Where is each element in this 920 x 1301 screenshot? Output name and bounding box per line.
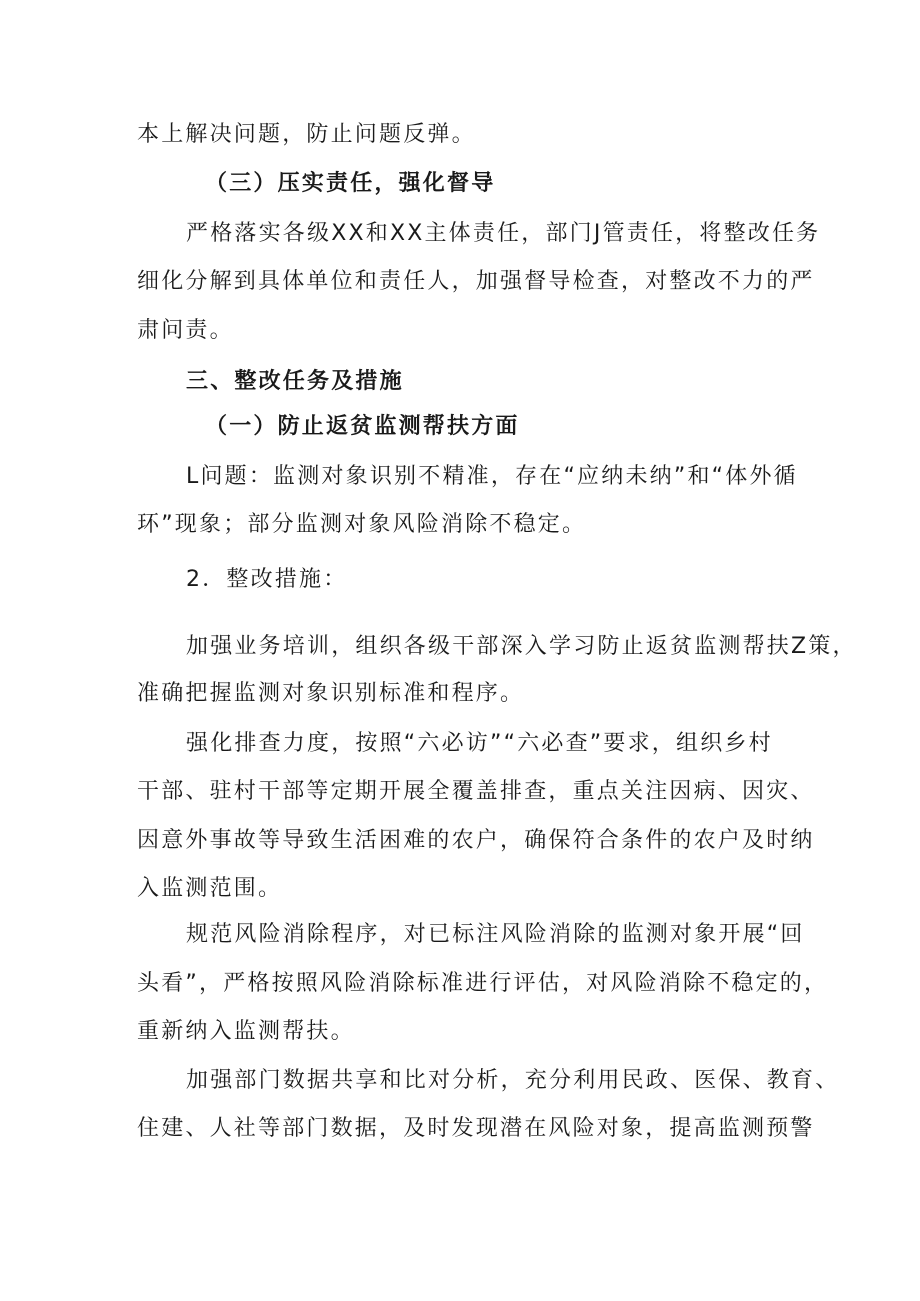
paragraph-line: 准确把握监测对象识别标准和程序。 — [137, 681, 525, 706]
paragraph-line: 入监测范围。 — [137, 876, 283, 901]
chapter-heading: 三、整改任务及措施 — [186, 369, 404, 394]
paragraph-line: 严格落实各级XX和XX主体责任，部门J管责任，将整改任务 — [186, 221, 821, 246]
paragraph-line: 本上解决问题，防止问题反弹。 — [137, 122, 476, 147]
paragraph-line: 住建、人社等部门数据，及时发现潜在风险对象，提高监测预警 — [137, 1116, 815, 1141]
paragraph-line: 加强业务培训，组织各级干部深入学习防止返贫监测帮扶Z策， — [186, 634, 857, 659]
paragraph-line: 环”现象；部分监测对象风险消除不稳定。 — [137, 512, 587, 537]
paragraph-line: 肃问责。 — [137, 318, 234, 343]
list-label: 2．整改措施： — [186, 567, 348, 592]
paragraph-line: 规范风险消除程序，对已标注风险消除的监测对象开展“回 — [186, 922, 805, 947]
section-heading: （一）防止返贫监测帮扶方面 — [205, 414, 520, 439]
paragraph-line: 加强部门数据共享和比对分析，充分利用民政、医保、教育、 — [186, 1068, 840, 1093]
paragraph-line: 因意外事故等导致生活困难的农户，确保符合条件的农户及时纳 — [137, 828, 815, 853]
section-heading: （三）压实责任，强化督导 — [205, 171, 496, 196]
paragraph-line: 细化分解到具体单位和责任人，加强督导检查，对整改不力的严 — [137, 269, 815, 294]
paragraph-line: 强化排查力度，按照“六必访”“六必查”要求，组织乡村 — [186, 731, 773, 756]
paragraph-line: 干部、驻村干部等定期开展全覆盖排查，重点关注因病、因灾、 — [137, 779, 815, 804]
paragraph-line: 头看”，严格按照风险消除标准进行评估，对风险消除不稳定的， — [137, 971, 829, 996]
paragraph-line: L问题：监测对象识别不精准，存在“应纳未纳”和“体外循 — [186, 464, 798, 489]
paragraph-line: 重新纳入监测帮扶。 — [137, 1019, 355, 1044]
